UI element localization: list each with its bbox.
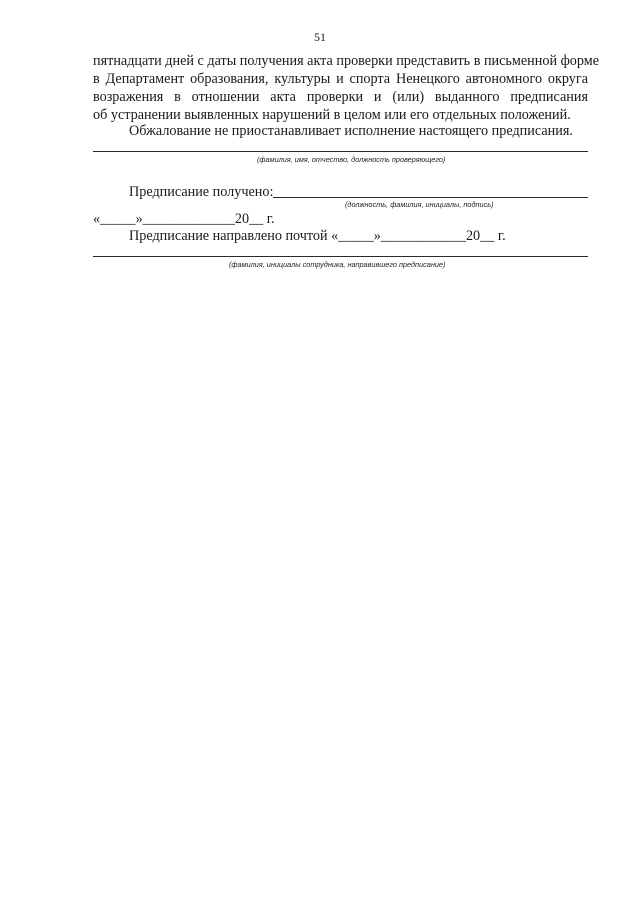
sender-signature-line [93,256,588,257]
received-date-line: «_____»_____________20__ г. [93,211,275,227]
page-number: 51 [314,30,326,44]
mailed-line: Предписание направлено почтой «_____»____________20__ г. [129,228,506,244]
received-caption: (должность, фамилия, инициалы, подпись) [345,200,494,209]
sender-caption: (фамилия, инициалы сотрудника, направившего предписание) [229,260,446,269]
paragraph-line: в Департамент образования, культуры и спорта Ненецкого автономного округа [93,71,588,87]
appeal-note: Обжалование не приостанавливает исполнение настоящего предписания. [129,123,573,139]
received-label: Предписание получено: [129,184,274,200]
paragraph-line: пятнадцати дней с даты получения акта проверки представить в письменной форме [93,53,600,69]
inspector-signature-line [93,151,588,152]
body-paragraph [93,52,600,124]
received-signature-line [273,197,588,198]
paragraph-line: об устранении выявленных нарушений в целом или его отдельных положений. [93,107,571,123]
paragraph-line: возражения в отношении акта проверки и (или) выданного предписания [93,89,588,105]
inspector-caption: (фамилия, имя, отчество, должность проверяющего) [257,155,446,164]
